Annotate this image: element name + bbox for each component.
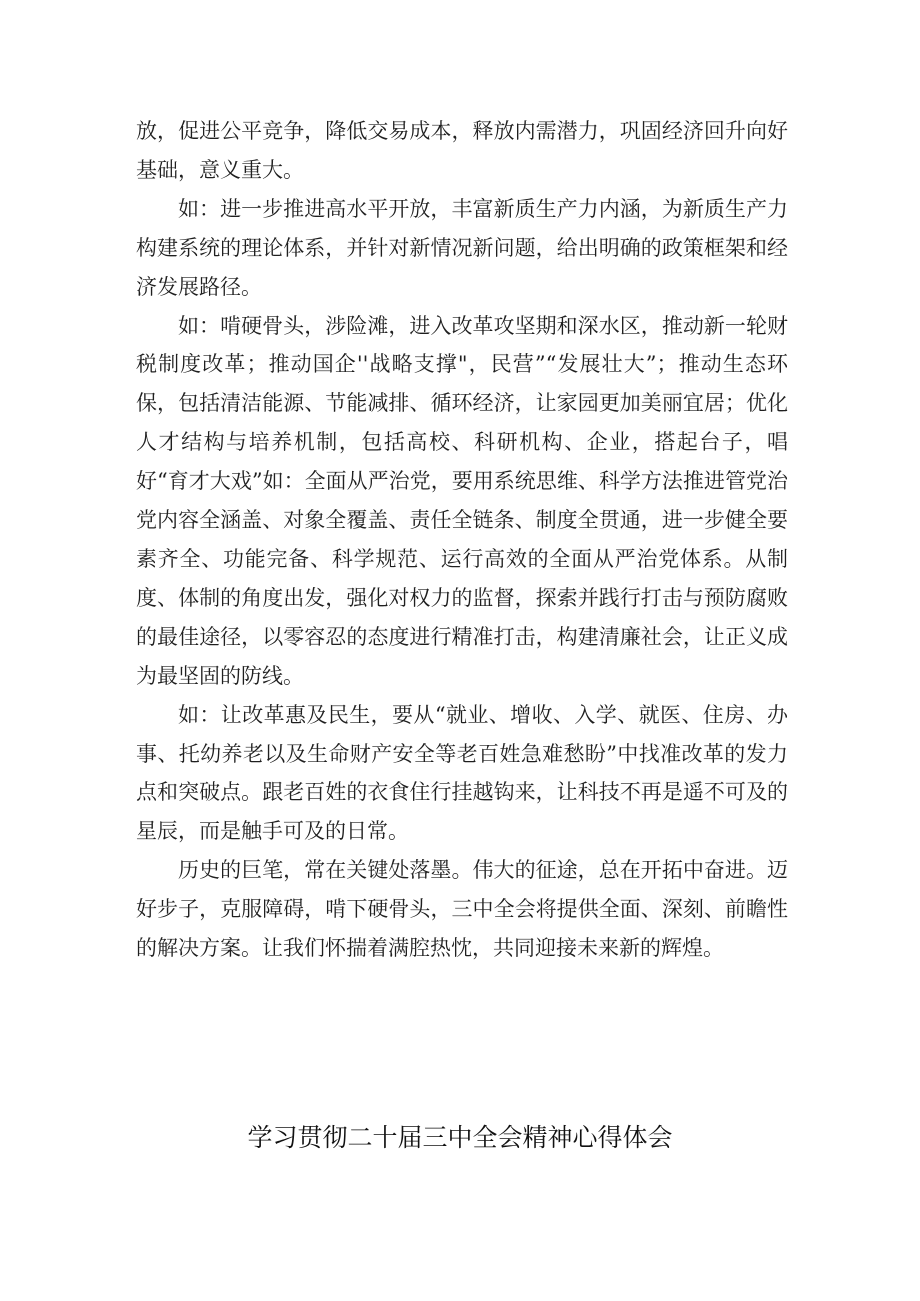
paragraph-continuation: 放，促进公平竞争，降低交易成本，释放内需潜力，巩固经济回升向好基础，意义重大。	[136, 119, 788, 182]
paragraph-high-level-opening: 如：进一步推进高水平开放，丰富新质生产力内涵，为新质生产力构建系统的理论体系，并针对新情况新问题，给出明确的政策框架和经济发展路径。	[136, 196, 788, 299]
paragraph-conclusion: 历史的巨笔，常在关键处落墨。伟大的征途，总在开拓中奋进。迈好步子，克服障碍，啃下硬骨头，三中全会将提供全面、深刻、前瞻性的解决方案。让我们怀揣着满腔热忱，共同迎接未来新的辉煌。	[136, 858, 788, 961]
document-body	[136, 112, 788, 968]
paragraph-livelihood: 如：让改革惠及民生，要从“就业、增收、入学、就医、住房、办事、托幼养老以及生命财产安全等老百姓急难愁盼”中找准改革的发力点和突破点。跟老百姓的衣食住行挂越钩来，让科技不再是遥不可及的星辰，而是触手可及的日常。	[136, 702, 788, 844]
paragraph-reform-and-governance: 如：啃硬骨头，涉险滩，进入改革攻坚期和深水区，推动新一轮财税制度改革；推动国企''战略支撑"，民营”“发展壮大”；推动生态环保，包括清洁能源、节能减排、循环经济，让家园更加美丽宜居；优化人才结构与培养机制，包括高校、科研机构、企业，搭起台子，唱好“育才大戏”如：全面从严治党，要用系统思维、科学方法推进管党治党内容全涵盖、对象全覆盖、责任全链条、制度全贯通，进一步健全要素齐全、功能完备、科学规范、运行高效的全面从严治党体系。从制度、体制的角度出发，强化对权力的监督，探索并践行打击与预防腐败的最佳途径，以零容忍的态度进行精准打击，构建清廉社会，让正义成为最坚固的防线。	[136, 313, 788, 688]
section-heading: 学习贯彻二十届三中全会精神心得体会	[247, 1123, 673, 1152]
